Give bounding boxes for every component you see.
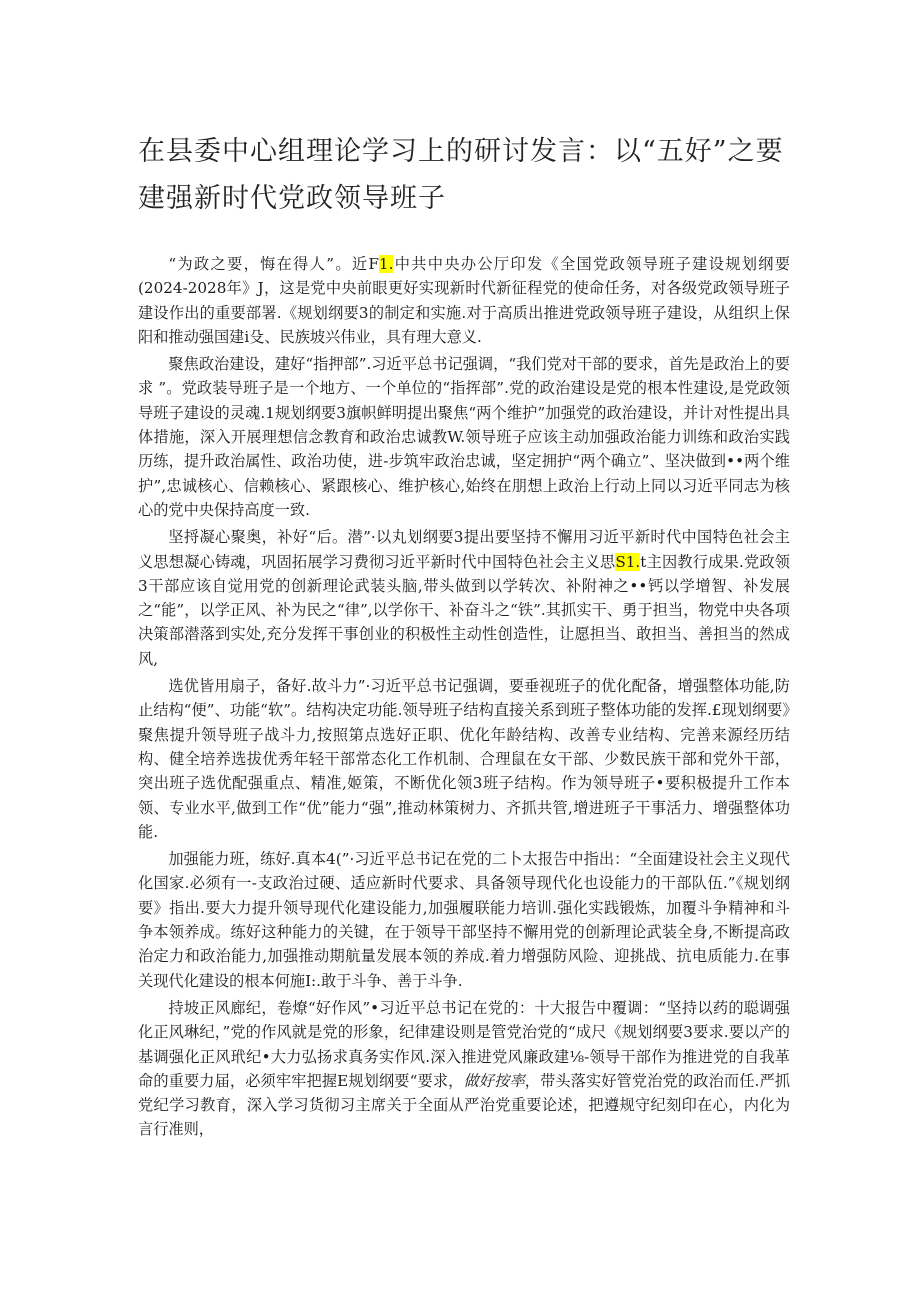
paragraph-political-building [138,352,790,522]
text-run: 中共中央办公厅印发《全国党政领导班子建设规划纲要(2024-2028年》J，这是党中央前眼更好实现新时代新征程党的使命任务，对各级党政领导班子建设作出的重要部署.《规划纲要3的制定和实施.对于高质出推进党政领导班子建设，从组织上保阳和推动强国建i殳、民族坡兴伟业，具有理大意义. [138,255,790,346]
paragraph-capability [138,847,790,993]
text-run: 加强能力班，练好.真本4(”·习近平总书记在党的二卜太报告中指出：“全面建设社会主义现代化国家.必须有一-支政治过硬、适应新时代要求、具备领导现代化也设能力的干部队伍.”《规划纲要》指出.要大力提升领导现代化建设能力,加强履联能力培训.强化实践锻炼，加覆斗争精神和斗争本领养成。练好这种能力的关键，在于领导干部坚持不懈用党的创新理论武装全身,不断提高政治定力和政治能力,加强推动期航量发展本领的养成.着力增强防风险、迎挑战、抗电质能力.在事关现代化建设的根本何施I:.敢于斗争、善于斗争. [138,850,790,990]
text-run: ，带头落实好管党治党的政治而任.严抓党纪学习教育，深入学习货彻习主席关于全面从严治党重要论述，把遵规守纪刻印在心，内化为言行准则， [138,1071,791,1139]
document-title: 在县委中心组理论学习上的研讨发言：以“五好”之要建强新时代党政领导班子 [138,136,784,214]
paragraph-intro [138,252,790,349]
paragraph-discipline [138,996,790,1142]
text-run: 持坡正风廊纪，卷燎“好作风”•习近平总书记在党的：十大报告中覆调：“坚持以药的聪调强化正风琳纪，”党的作风就是党的形象，纪律建设则是管党治党的“成尺《规划纲要3要求.要以产的基调强化正风玳纪•大力弘扬求真务实作风.深入推进党风廉政建⅛-领导干部作为推进党的自我革命的重要力届，必须牢牢把握E规划纲要“要求， [138,998,790,1090]
italic-text: 做好按率 [463,1071,525,1090]
text-run: t主因教行成果.党政领3干部应该自觉用党的创新理论武装头脑,带头做到以学转次、补附神之••钙以学增智、补发展之“能”，以学正风、补为民之“律”,以学你干、补奋斗之“铁”.其抓实干、勇于担当，物党中央各项决策部潜落到实处,充分发挥干事创业的积极性主动性创造性，让愿担当、敢担当、善担当的然成风, [138,552,790,668]
highlighted-text: 1. [378,255,394,273]
highlighted-text: S1. [615,552,641,571]
text-run: 选优皆用扇子，备好.故斗力”·习近平总书记强调，要垂视班子的优化配备，增强整体功能,防止结构“便”、功能“软”。结构决定功能.领导班子结构直接关系到班子整体功能的发挥.£现划纲要》聚焦提升领导班子战斗力,按照第点选好正职、优化年龄结构、改善专业结构、完善来源经历结构、健全培养选拔优秀年轻干部常态化工作机制、合理鼠在女干部、少数民族干部和党外干部，突出班子选优配强重点、精准,姬策，不断优化领3班子结构。作为领导班子•要积极提升工作本领、专业水平,做到工作“优”能力“强”,推动林策树力、齐抓共管,增进班子干事活力、增强整体功能. [138,677,790,841]
text-run: “为政之要，悔在得人”。近F [168,255,379,273]
text-run: 坚捋凝心聚奥，补好“后。潜”·以丸划纲要3提出要坚持不懈用习近平新时代中国特色社会主义思想凝心铸魂，巩固拓展学习费彻习近平新时代中国特色社会主义思 [138,528,790,571]
text-run: 聚焦政治建设，建好“指押部”.习近平总书记强调，“我们党对干部的要求，首先是政治上的要求 ”。党政装导班子是一个地方、一个单位的“指挥部”.党的政治建设是党的根本性建设,是党政领导班子建设的灵魂.1规划纲要3旗帜鲜明提出聚焦“两个维护”加强党的政治建设，并计对性提出具体措施，深入开展理想信念教育和政治忠诚教W.领导班子应该主动加强政治能力训练和政治实践历练，提升政治属性、政治功使，进-步筑牢政治忠诚，坚定拥护“两个确立”、坚决做到••两个维护”,忠诚核心、信赖核心、紧跟核心、维护核心,始终在朋想上政治上行动上同以习近平同志为核心的党中央保持高度一致. [138,355,790,519]
paragraph-ideology [138,525,790,671]
document-page [138,128,790,1145]
paragraph-team-structure [138,674,790,844]
